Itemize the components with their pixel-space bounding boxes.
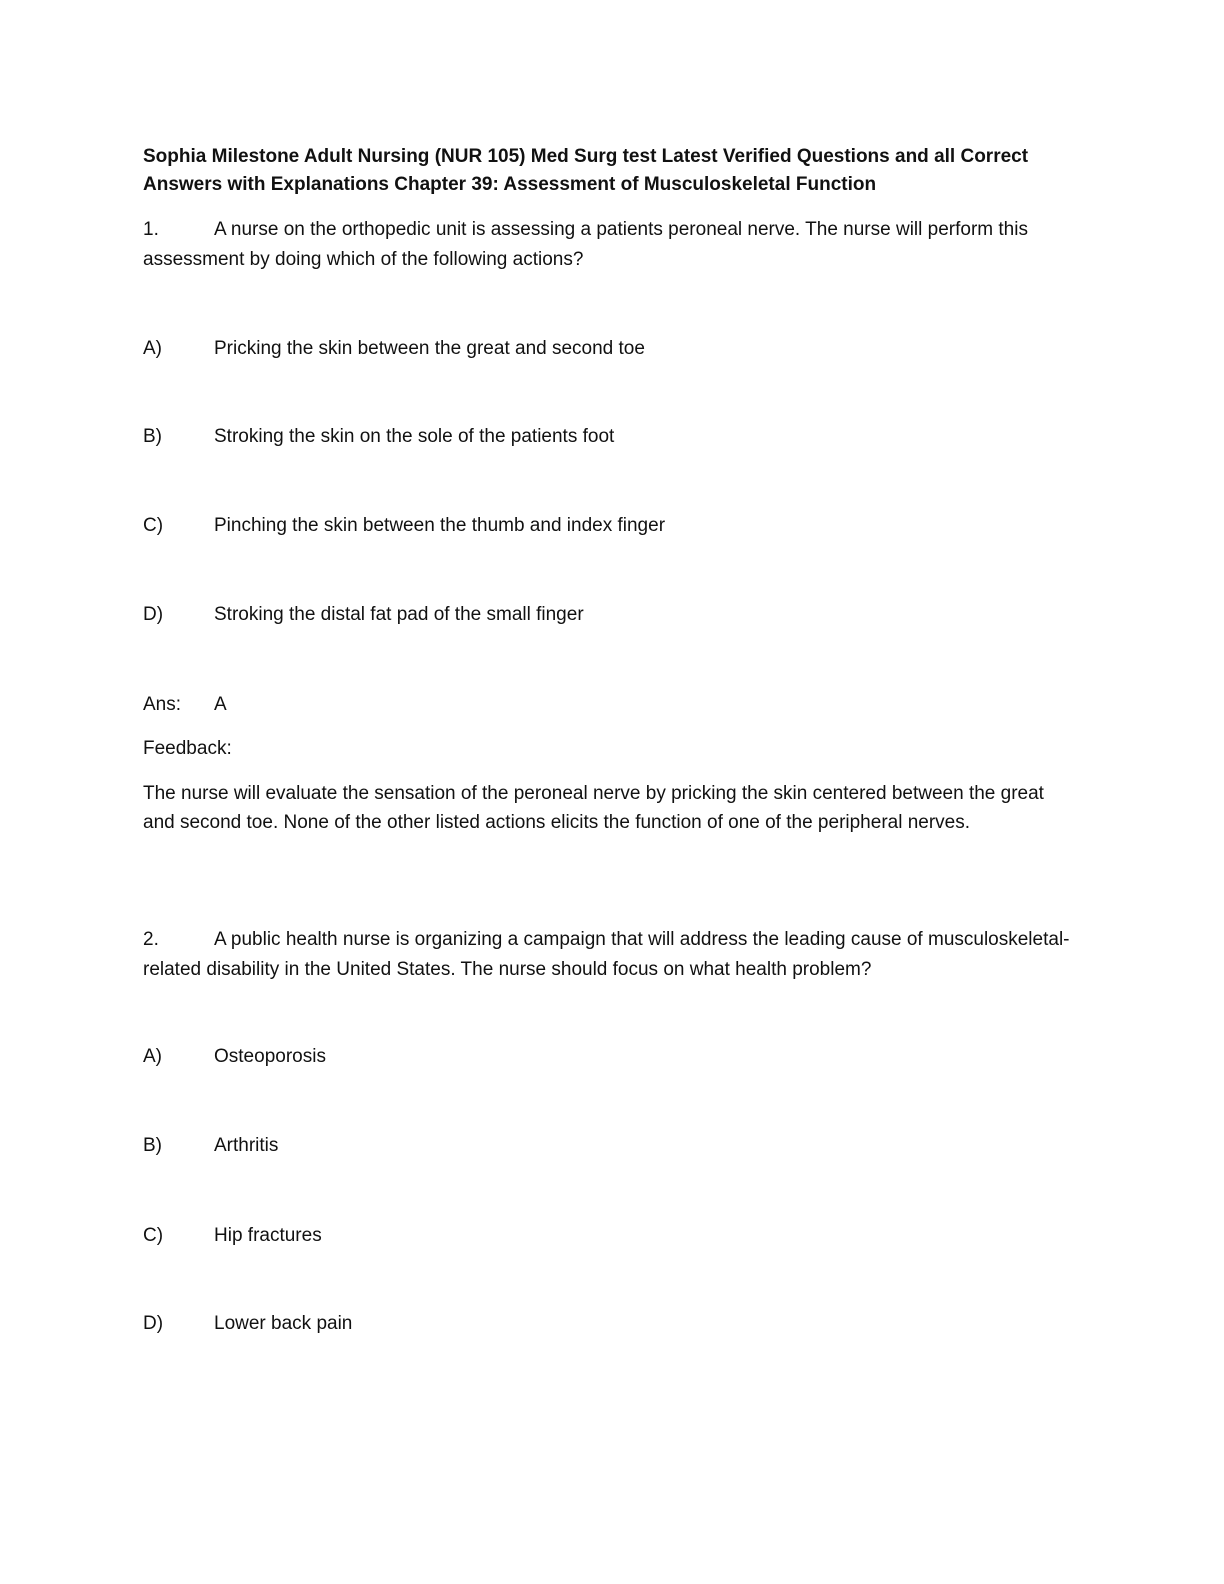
option-text: Arthritis xyxy=(214,1135,279,1156)
question-1-option-a xyxy=(143,336,645,362)
answer-label: Ans: xyxy=(143,694,182,715)
question-1-text: A nurse on the orthopedic unit is assessing a patients peroneal nerve. The nurse will perform this assessment by doing which of the following actions? xyxy=(143,219,1028,270)
option-text: Pricking the skin between the great and second toe xyxy=(214,338,645,359)
option-letter: C) xyxy=(143,1225,164,1246)
question-1-feedback: The nurse will evaluate the sensation of the peroneal nerve by pricking the skin centered between the great and second toe. None of the other listed actions elicits the function of one of the peripheral nerves. xyxy=(143,783,1044,833)
answer-value: A xyxy=(214,694,227,715)
option-letter: B) xyxy=(143,1135,162,1156)
question-2-option-b xyxy=(143,1133,278,1159)
document-title: Sophia Milestone Adult Nursing (NUR 105) Med Surg test Latest Verified Questions and all Correct Answers with Explanations Chapter 39: Assessment of Musculoskeletal Function xyxy=(143,146,1029,195)
option-text: Osteoporosis xyxy=(214,1046,326,1067)
option-text: Lower back pain xyxy=(214,1313,353,1334)
question-1-option-c xyxy=(143,513,665,539)
question-2-number: 2. xyxy=(143,929,159,950)
option-text: Stroking the skin on the sole of the patients foot xyxy=(214,426,615,447)
question-2-text: A public health nurse is organizing a campaign that will address the leading cause of musculoskeletal- related disability in the United States. The nurse should focus on what health problem? xyxy=(143,929,1070,980)
option-letter: C) xyxy=(143,515,164,536)
option-text: Stroking the distal fat pad of the small finger xyxy=(214,604,584,625)
question-2-option-a xyxy=(143,1044,326,1070)
option-text: Hip fractures xyxy=(214,1225,322,1246)
question-1-option-d xyxy=(143,602,584,628)
question-2-option-d xyxy=(143,1311,352,1337)
question-1-option-b xyxy=(143,424,614,450)
option-letter: D) xyxy=(143,604,164,625)
option-letter: A) xyxy=(143,338,162,359)
question-1-answer xyxy=(143,692,227,718)
option-letter: A) xyxy=(143,1046,162,1067)
option-letter: D) xyxy=(143,1313,164,1334)
question-2-stem xyxy=(143,925,1088,985)
question-1-feedback-label: Feedback: xyxy=(143,738,232,759)
question-1-stem xyxy=(143,215,1088,275)
question-1-number: 1. xyxy=(143,219,159,240)
question-2-option-c xyxy=(143,1223,322,1249)
option-letter: B) xyxy=(143,426,162,447)
option-text: Pinching the skin between the thumb and index finger xyxy=(214,515,666,536)
